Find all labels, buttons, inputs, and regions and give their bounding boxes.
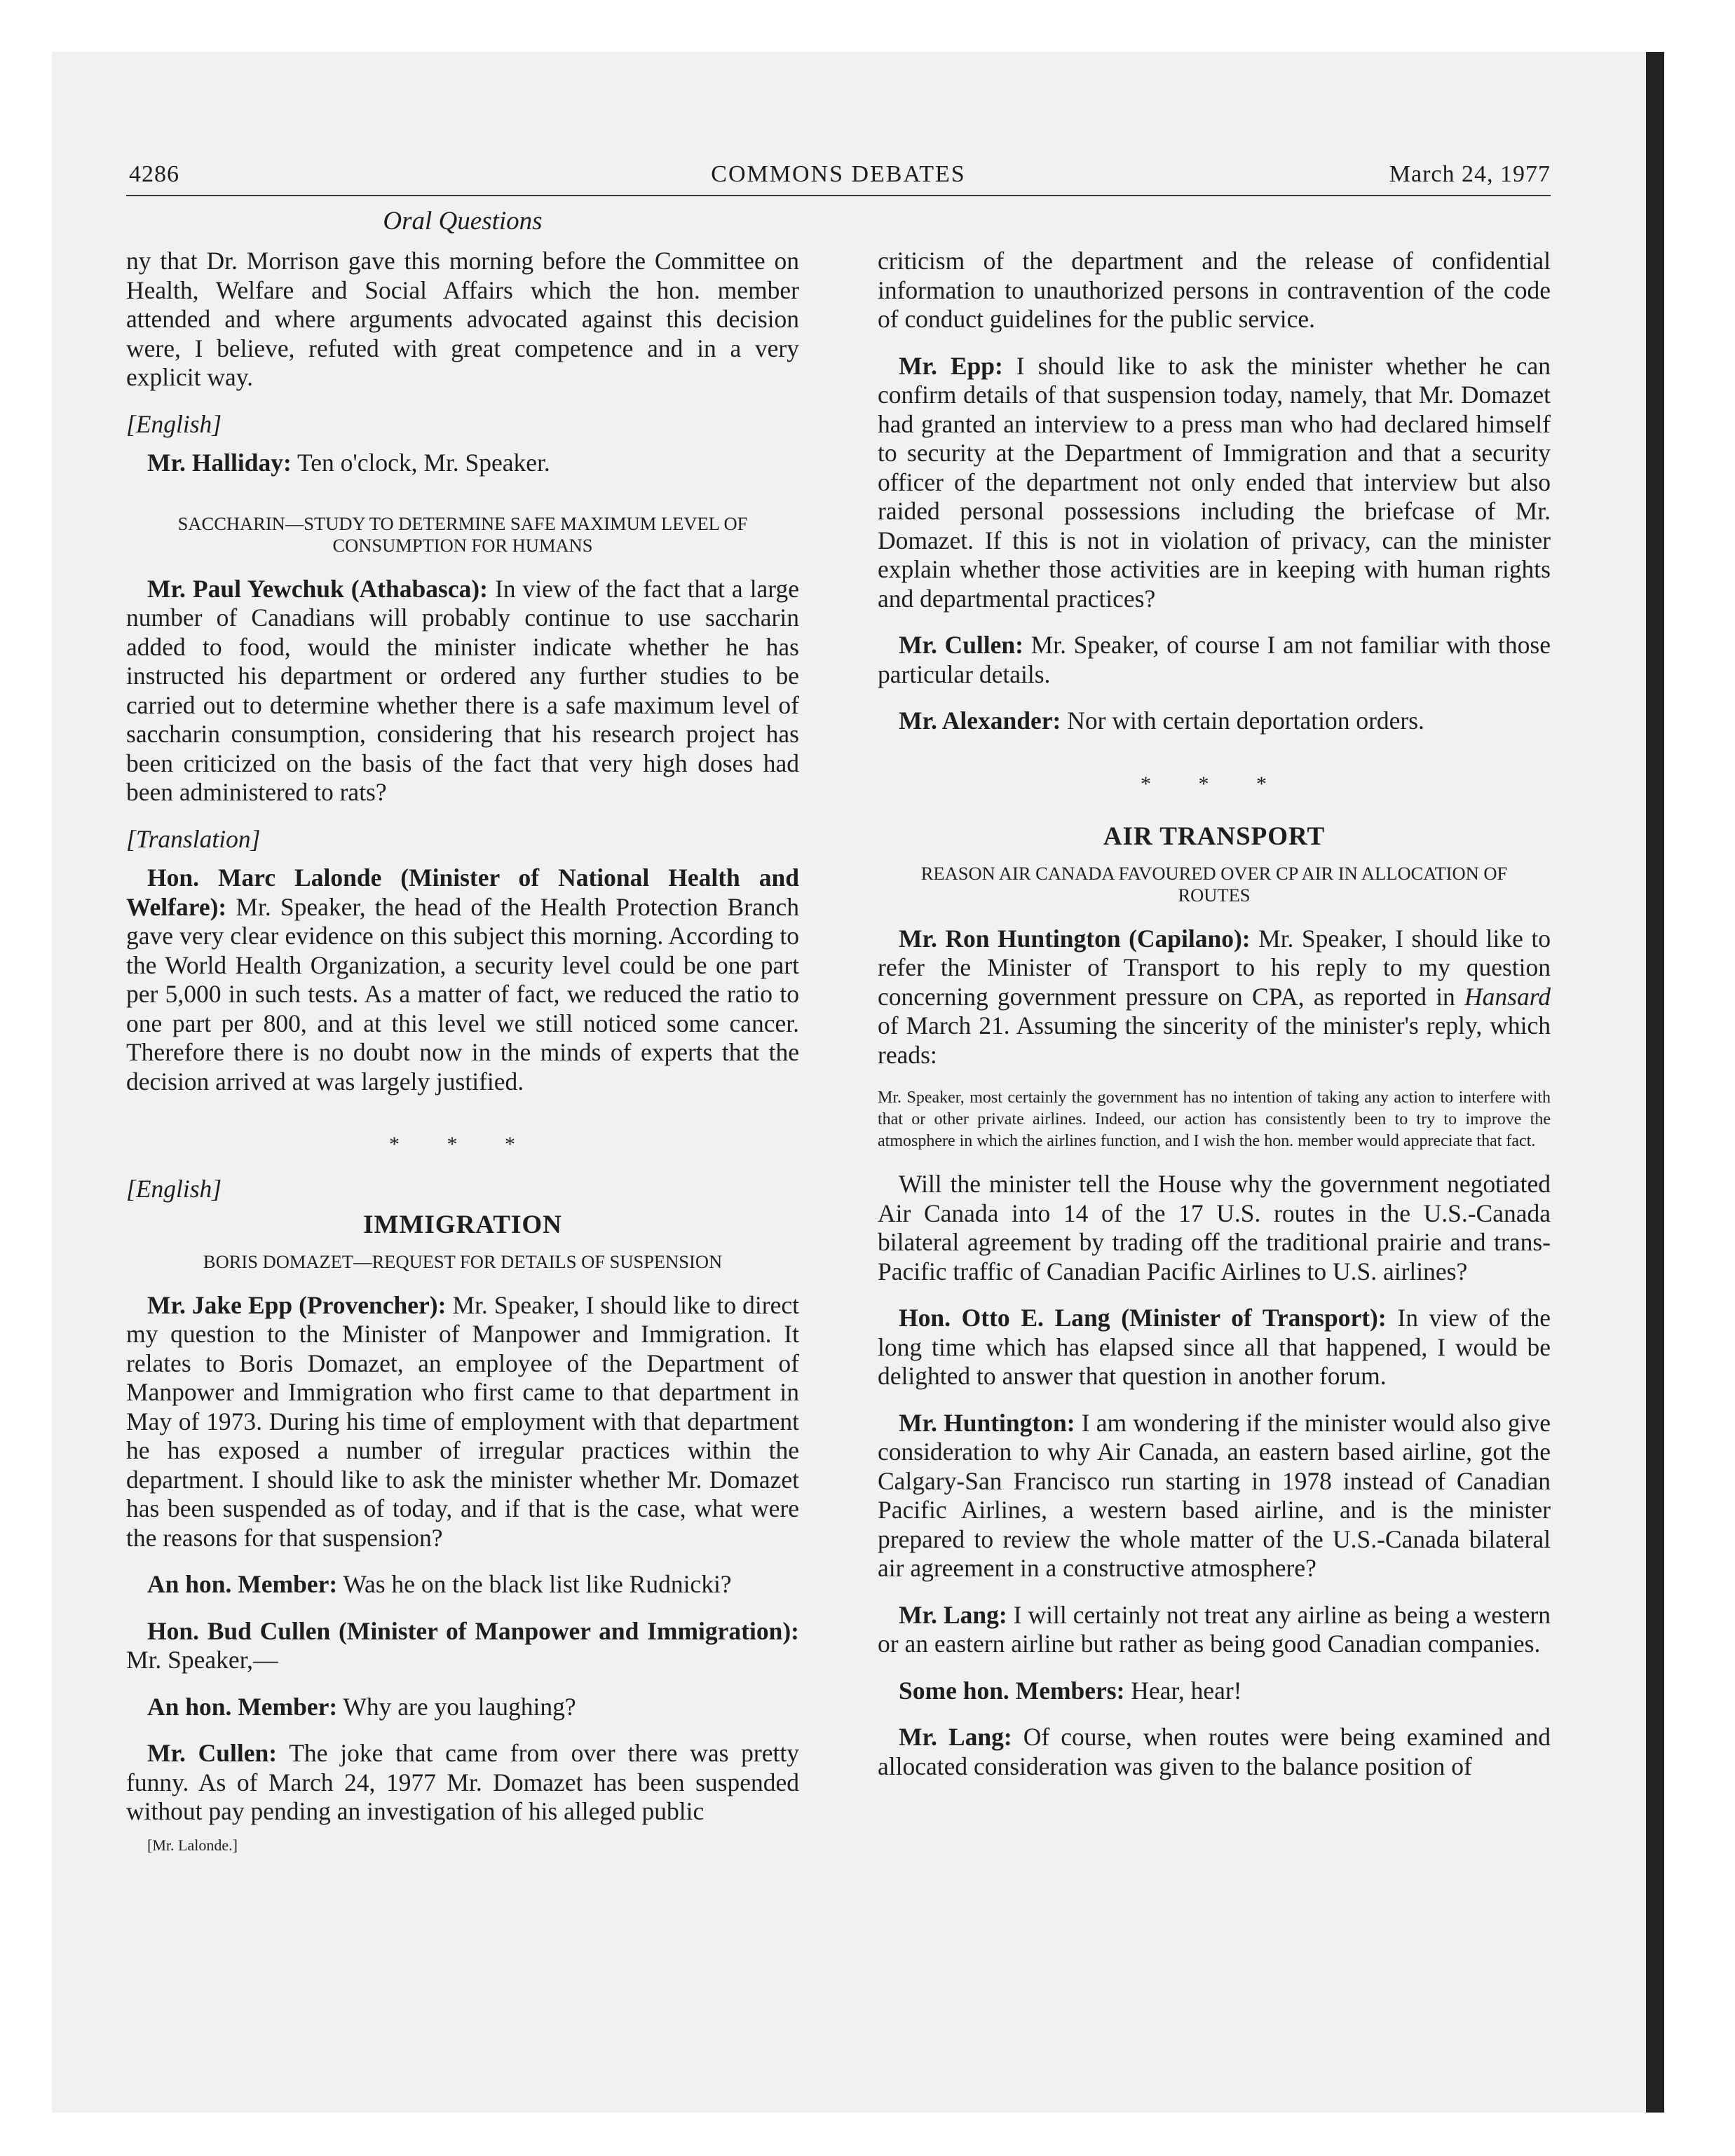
speaker-name: Mr. Huntington: (899, 1408, 1075, 1437)
publication-date: March 24, 1977 (1389, 161, 1551, 187)
speaker-name: Hon. Bud Cullen (Minister of Manpower and Immigration): (147, 1616, 799, 1645)
speech-text: In view of the fact that a large number of Canadians will probably continue to use saccharin added to food, would the minister indicate whether he has instructed his department or ordered any further studies to be carried out to determine whether there is a safe maximum level of saccharin consumption, considering that his research project has been criticized on the basis of the fact that very high doses had been administered to rats? (126, 574, 799, 806)
paragraph: ny that Dr. Morrison gave this morning before the Committee on Health, Welfare and Social Affairs which the hon. member attended and where arguments advocated against this decision were, I believe, refuted with great competence and in a very explicit way. (126, 247, 799, 391)
speaker-name: Hon. Marc Lalonde (Minister of National Health and Welfare): (126, 864, 799, 921)
speech-text: Was he on the black list like Rudnicki? (337, 1570, 732, 1598)
speech-text: Mr. Speaker, of course I am not familiar with those particular details. (878, 631, 1551, 688)
speech-text: Mr. Speaker, I should like to refer the Minister of Transport to his reply to my question concerning government pressure on CPA, as reported in (878, 924, 1551, 1011)
journal-title: COMMONS DEBATES (711, 161, 966, 187)
speech-text: of March 21. Assuming the sincerity of the minister's reply, which reads: (878, 1011, 1551, 1069)
running-head: Oral Questions (383, 207, 543, 236)
speech-text: In view of the long time which has elapsed since all that happened, I would be delighted to answer that question in another forum. (878, 1304, 1551, 1390)
speech-text: Why are you laughing? (337, 1692, 576, 1721)
speech-paragraph (878, 925, 1551, 1070)
speech-text: I am wondering if the minister would also give consideration to why Air Canada, an eastern based airline, got the Calgary-San Francisco run starting in 1978 instead of Canadian Pacific Airlines, a western based airline, and is the minister prepared to review the whole matter of the U.S.-Canada bilateral air agreement in a constructive atmosphere? (878, 1408, 1551, 1582)
speaker-name: Mr. Lang: (899, 1723, 1012, 1751)
speech-paragraph (878, 1304, 1551, 1391)
speaker-name: Mr. Lang: (899, 1600, 1007, 1629)
speech-paragraph (126, 1617, 799, 1675)
scan-shadow-edge (1646, 52, 1664, 2113)
speech-text: The joke that came from over there was pretty funny. As of March 24, 1977 Mr. Domazet has been suspended without pay pending an investigation of his alleged public (126, 1739, 799, 1825)
speech-text: Ten o'clock, Mr. Speaker. (291, 449, 550, 477)
speech-paragraph (126, 864, 799, 1096)
subheading: REASON AIR CANADA FAVOURED OVER CP AIR IN ALLOCATION OF ROUTES (920, 862, 1508, 906)
paragraph: criticism of the department and the release of confidential information to unauthorized persons in contravention of the code of conduct guidelines for the public service. (878, 247, 1551, 333)
speech-paragraph (878, 1677, 1551, 1706)
speech-paragraph (126, 1739, 799, 1827)
speaker-footnote: [Mr. Lalonde.] (147, 1836, 238, 1854)
speaker-name: Mr. Cullen: (899, 631, 1023, 659)
language-marker: [Translation] (126, 824, 261, 853)
speaker-name: An hon. Member: (147, 1692, 338, 1721)
speech-paragraph (878, 1409, 1551, 1583)
subheading: SACCHARIN—STUDY TO DETERMINE SAFE MAXIMUM LEVEL OF CONSUMPTION FOR HUMANS (177, 512, 748, 556)
speaker-name: Mr. Jake Epp (Provencher): (147, 1290, 447, 1319)
speaker-name: Mr. Ron Huntington (Capilano): (899, 924, 1251, 953)
speech-paragraph (126, 575, 799, 807)
speech-paragraph (126, 1693, 799, 1722)
section-heading: IMMIGRATION (363, 1210, 562, 1239)
section-separator: * * * (1141, 772, 1288, 796)
speech-paragraph (878, 707, 1551, 736)
speech-text: Mr. Speaker, the head of the Health Protection Branch gave very clear evidence on this subject this morning. According to the World Health Organization, a security level could be one part per 5,000 in such tests. As a matter of fact, we reduced the ratio to one part per 800, and at this level we still noticed some cancer. Therefore there is no doubt now in the minds of experts that the decision arrived at was largely justified. (126, 892, 799, 1096)
speech-text: Mr. Speaker, I should like to direct my question to the Minister of Manpower and Immigration. It relates to Boris Domazet, an employee of the Department of Manpower and Immigration who first came to that department in May of 1973. During his time of employment with that department he has exposed a number of irregular practices within the department. I should like to ask the minister whether Mr. Domazet has been suspended as of today, and if that is the case, what were the reasons for that suspension? (126, 1290, 799, 1552)
section-heading: AIR TRANSPORT (1103, 822, 1326, 851)
left-column (126, 247, 799, 1877)
speech-text: I will certainly not treat any airline as being a western or an eastern airline but rather as being good Canadian companies. (878, 1600, 1551, 1658)
right-column (878, 247, 1551, 1799)
speaker-name: An hon. Member: (147, 1570, 338, 1598)
speech-paragraph (878, 1601, 1551, 1659)
speech-text: Mr. Speaker,— (126, 1646, 278, 1674)
speech-paragraph (878, 631, 1551, 689)
speaker-name: Some hon. Members: (899, 1676, 1125, 1705)
hansard-title: Hansard (1464, 982, 1551, 1011)
speech-paragraph (126, 1570, 799, 1599)
language-marker: [English] (126, 409, 222, 438)
quoted-reply: Mr. Speaker, most certainly the government has no intention of taking any action to interfere with that or other private airlines. Indeed, our action has consistently been to try to improve the atmosphere in which the airlines function, and I wish the hon. member would appreciate that fact. (878, 1089, 1551, 1150)
speech-text: I should like to ask the minister whether he can confirm details of that suspension today, namely, that Mr. Domazet had granted an interview to a press man who had declared himself to security at the Department of Immigration and that a security officer of the department not only ended that interview but also raided personal possessions including the briefcase of Mr. Domazet. If this is not in violation of privacy, can the minister explain whether those activities are in keeping with human rights and departmental practices? (878, 351, 1551, 613)
paragraph: Will the minister tell the House why the government negotiated Air Canada into 14 of the 17 U.S. routes in the U.S.-Canada bilateral agreement by trading off the traditional prairie and trans-Pacific traffic of Canadian Pacific Airlines to U.S. airlines? (878, 1170, 1551, 1285)
speech-paragraph (126, 449, 799, 478)
speaker-name: Mr. Cullen: (147, 1739, 278, 1767)
speech-paragraph (126, 1291, 799, 1553)
speaker-name: Mr. Paul Yewchuk (Athabasca): (147, 574, 488, 603)
speaker-name: Hon. Otto E. Lang (Minister of Transport): (899, 1304, 1387, 1332)
speech-paragraph (878, 1723, 1551, 1781)
subheading: BORIS DOMAZET—REQUEST FOR DETAILS OF SUSPENSION (203, 1250, 723, 1272)
speech-text: Nor with certain deportation orders. (1061, 707, 1424, 735)
speech-paragraph (878, 352, 1551, 614)
page-number: 4286 (129, 161, 179, 187)
language-marker: [English] (126, 1174, 222, 1203)
speech-text: Of course, when routes were being examined and allocated consideration was given to the balance position of (878, 1723, 1551, 1780)
section-separator: * * * (389, 1133, 536, 1156)
speaker-name: Mr. Alexander: (899, 707, 1061, 735)
page-header (126, 158, 1551, 196)
speaker-name: Mr. Epp: (899, 351, 1003, 380)
speaker-name: Mr. Halliday: (147, 449, 292, 477)
speech-text: Hear, hear! (1124, 1676, 1242, 1705)
